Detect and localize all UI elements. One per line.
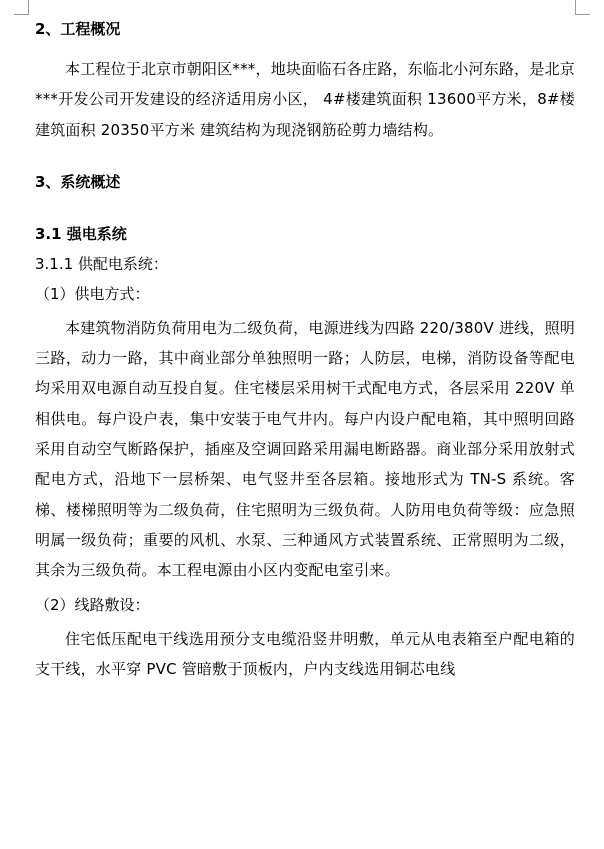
heading-power-supply-method: （1）供电方式： (35, 284, 150, 303)
paragraph-power-supply-method: 本建筑物消防负荷用电为二级负荷，电源进线为四路 220/380V 进线，照明三路，动力一路，其中商业部分单独照明一路；人防层，电梯，消防设备等配电均采用双电源自动互投自复。住宅楼层采用树干式配电方式，各层采用 220V 单相供电。每户设户表，集中安装于电气井内。每户内设户配电箱，其中照明回路采用自动空气断路保护，插座及空调回路采用漏电断路器。商业部分采用放射式配电方式，沿地下一层桥架、电气竖井至各层箱。接地形式为 TN-S 系统。客梯、楼梯照明等为二级负荷，住宅照明为三级负荷。人防用电负荷等级：应急照明属一级负荷；重要的风机、水泵、三种通风方式装置系统、正常照明为二级，其余为三级负荷。本工程电源由小区内变配电室引来。 (35, 318, 575, 580)
heading-power-supply-system: 3.1.1 供配电系统： (35, 254, 168, 273)
heading-system-overview: 3、系统概述 (35, 172, 121, 191)
heading-project-overview: 2、工程概况 (35, 20, 121, 38)
document-page (35, 14, 575, 684)
heading-strong-current-system: 3.1 强电系统 (35, 224, 127, 243)
crop-mark-top-right (575, 0, 590, 15)
paragraph-project-overview: 本工程位于北京市朝阳区***，地块面临石各庄路，东临北小河东路，是北京***开发公司开发建设的经济适用房小区， 4#楼建筑面积 13600平方米，8#楼建筑面积 20350平方米 建筑结构为现浇钢筋砼剪力墙结构。 (35, 60, 575, 139)
crop-mark-top-left (14, 0, 29, 15)
heading-wiring-laying: （2）线路敷设： (35, 595, 150, 614)
paragraph-wiring-laying: 住宅低压配电干线选用预分支电缆沿竖井明敷，单元从电表箱至户配电箱的支干线，水平穿 PVC 管暗敷于顶板内，户内支线选用铜芯电线 (35, 629, 575, 678)
